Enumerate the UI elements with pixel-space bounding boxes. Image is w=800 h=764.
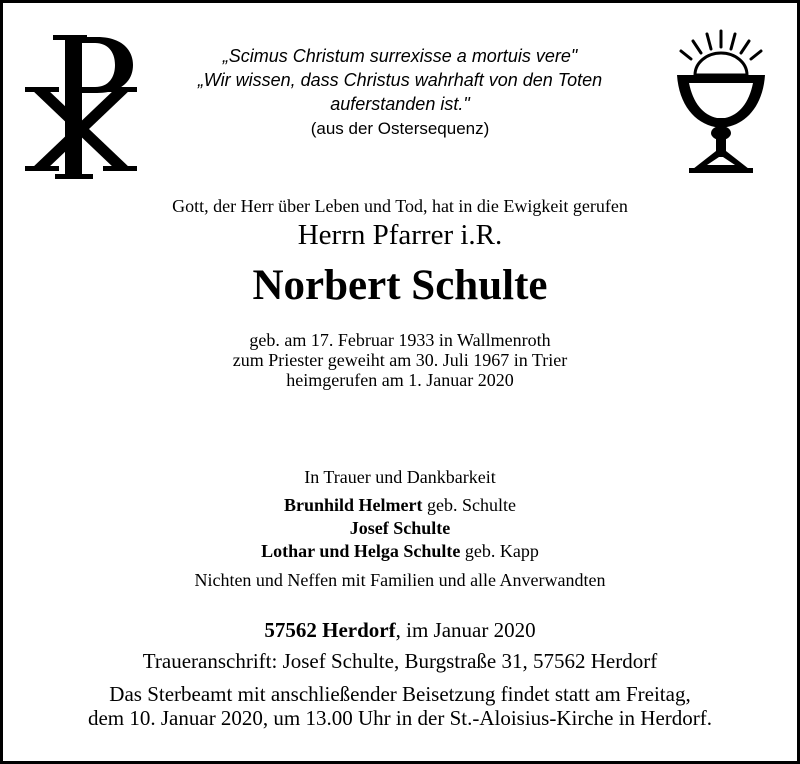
quote-german-line-1: „Wir wissen, dass Christus wahrhaft von den Toten xyxy=(197,70,603,90)
mourner-1-name: Brunhild Helmert xyxy=(284,495,423,515)
mourner-3-name: Lothar und Helga Schulte xyxy=(261,541,461,561)
place-city: 57562 Herdorf xyxy=(264,618,396,642)
quote-source: (aus der Ostersequenz) xyxy=(310,119,490,138)
other-relatives: Nichten und Neffen mit Familien und alle Anverwandten xyxy=(194,570,606,590)
death-date: heimgerufen am 1. Januar 2020 xyxy=(286,370,514,390)
intro-text: Gott, der Herr über Leben und Tod, hat in die Ewigkeit gerufen xyxy=(172,196,628,216)
mourner-1-suffix: geb. Schulte xyxy=(422,495,516,515)
quote-latin: „Scimus Christum surrexisse a mortuis vere" xyxy=(222,46,578,66)
funeral-info-line-2: dem 10. Januar 2020, um 13.00 Uhr in der St.-Aloisius-Kirche in Herdorf. xyxy=(87,706,713,730)
mourner-1 xyxy=(3,495,797,516)
mourner-2-name: Josef Schulte xyxy=(349,518,451,538)
mourning-address: Traueranschrift: Josef Schulte, Burgstraße 31, 57562 Herdorf xyxy=(142,649,658,673)
place-month: , im Januar 2020 xyxy=(395,618,536,642)
mourners-heading: In Trauer und Dankbarkeit xyxy=(304,467,496,487)
mourner-3 xyxy=(3,541,797,562)
deceased-name: Norbert Schulte xyxy=(252,262,548,309)
quote-german-line-2: auferstanden ist." xyxy=(330,94,470,114)
ordination-date: zum Priester geweiht am 30. Juli 1967 in Trier xyxy=(232,350,568,370)
place-date xyxy=(3,618,797,643)
funeral-info-line-1: Das Sterbeamt mit anschließender Beisetzung findet statt am Freitag, xyxy=(109,682,691,706)
birth-date: geb. am 17. Februar 1933 in Wallmenroth xyxy=(249,330,551,350)
deceased-title: Herrn Pfarrer i.R. xyxy=(297,219,503,251)
mourner-3-suffix: geb. Kapp xyxy=(460,541,539,561)
mourner-2 xyxy=(3,518,797,539)
